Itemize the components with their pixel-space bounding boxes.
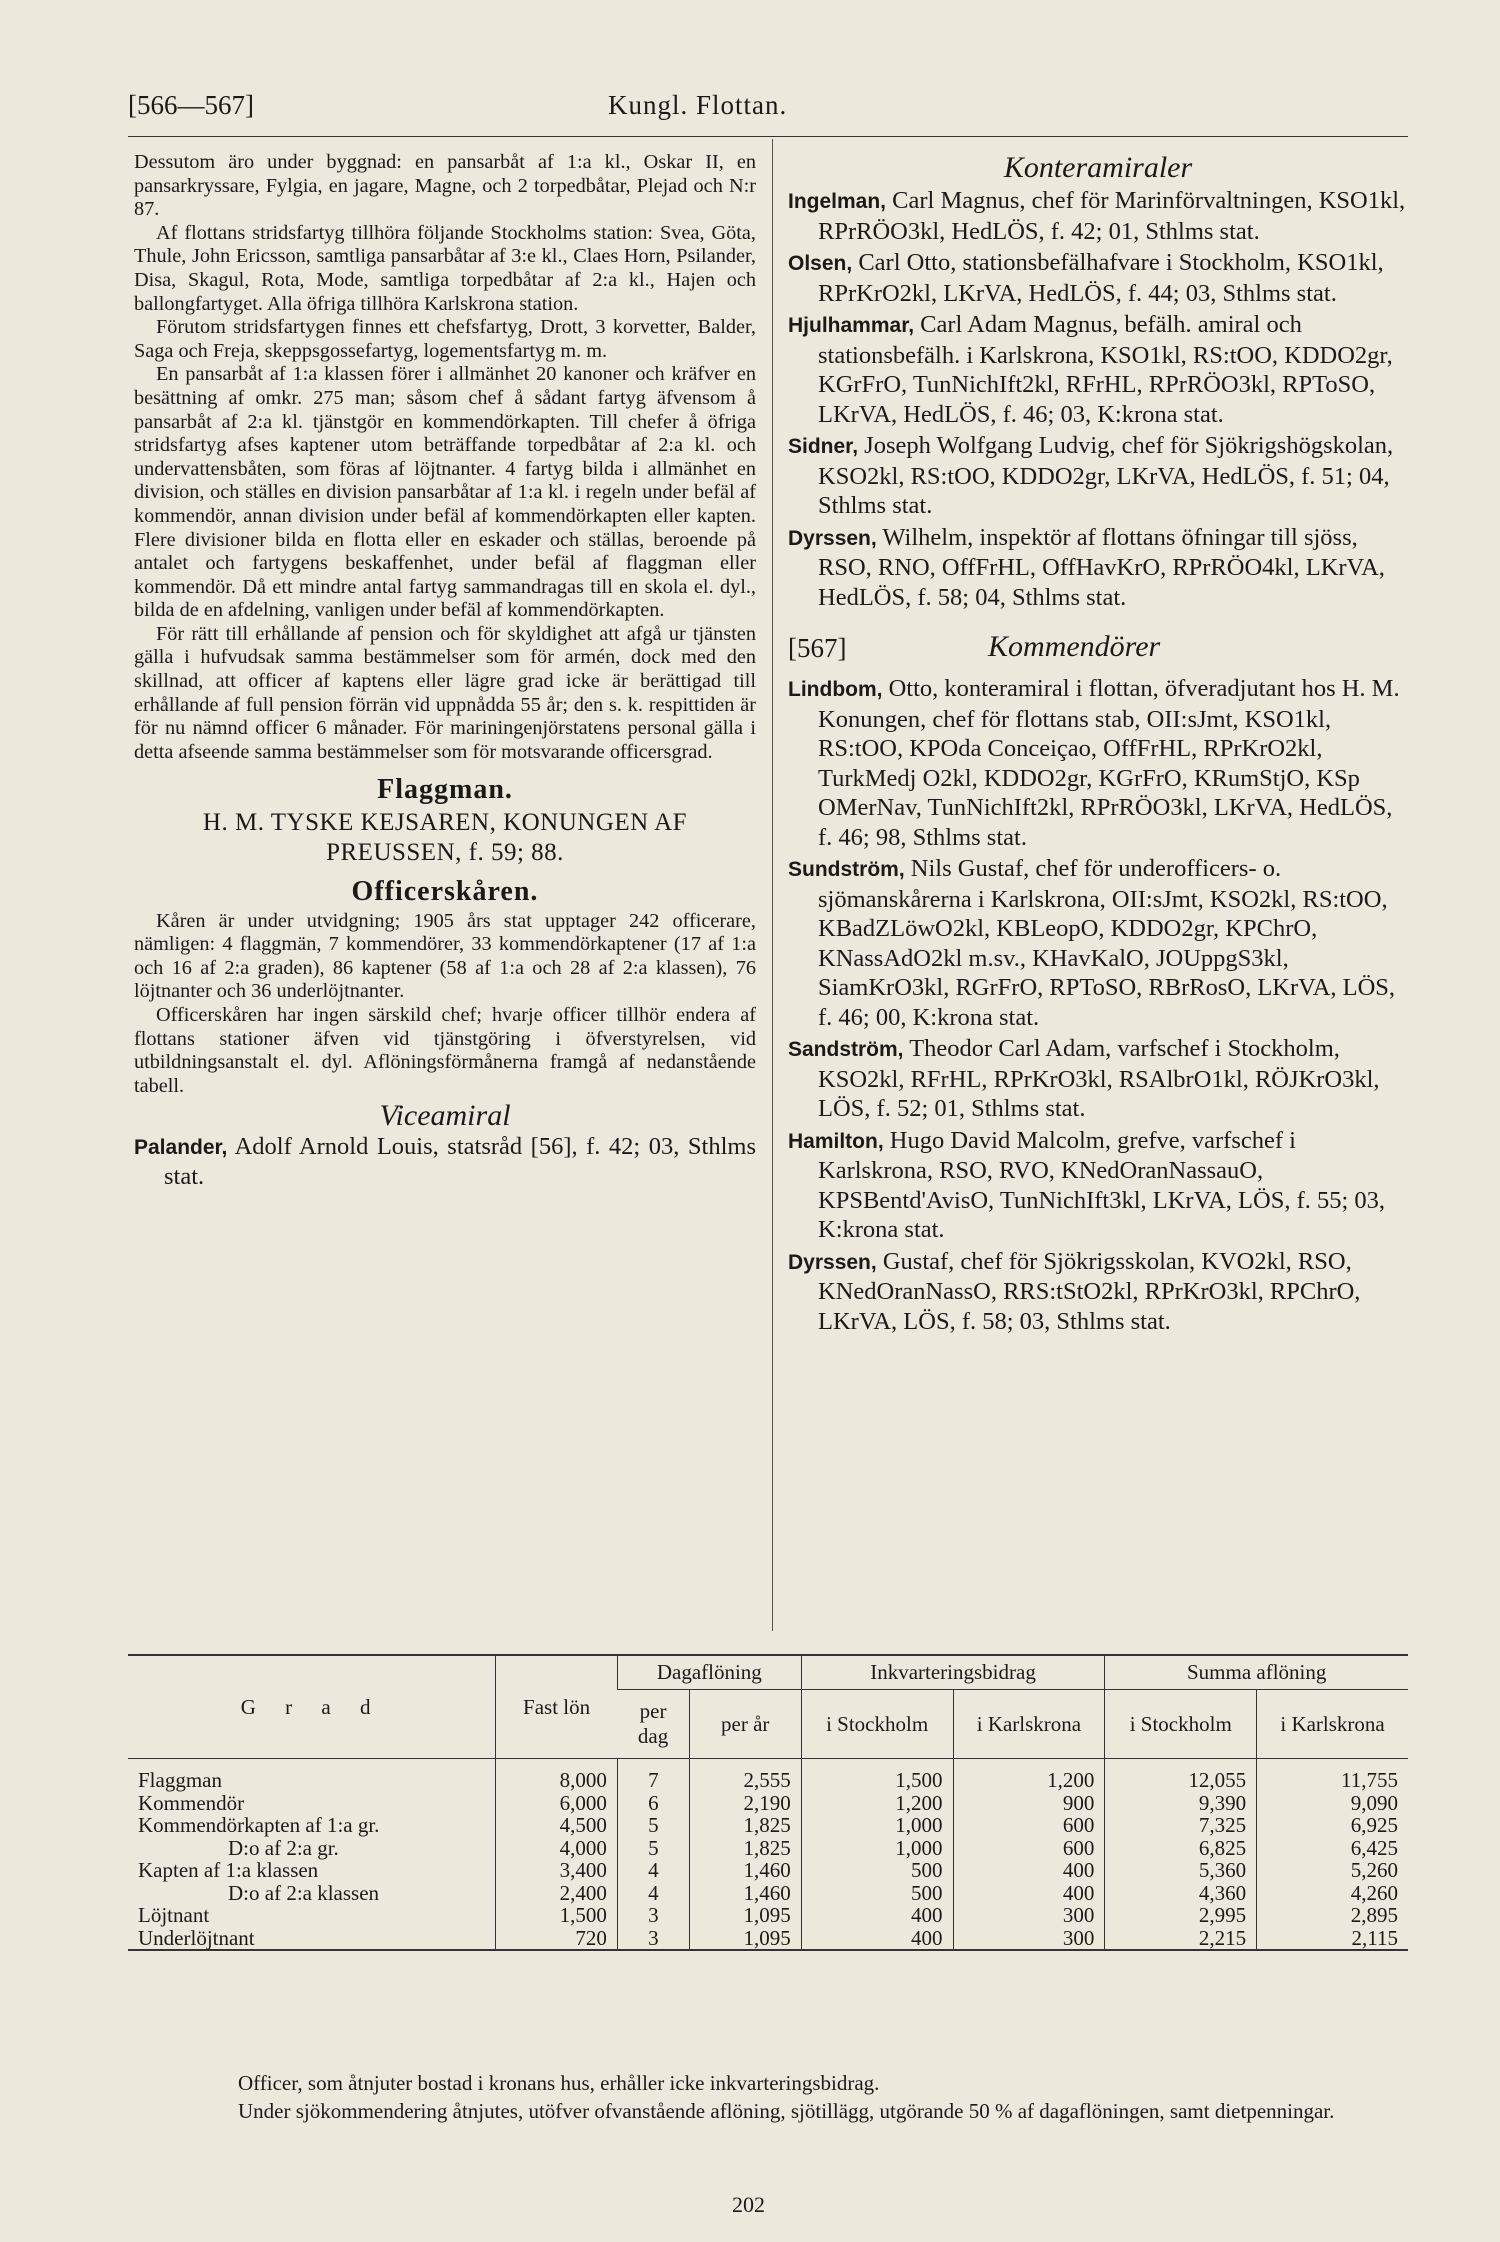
entry-text: Theodor Carl Adam, varfschef i Stockholm, KSO2kl, RFrHL, RPrKrO3kl, RSAlbrO1kl, RÖJKrO3kl, LÖS, f. 52; 01, Sthlms stat. [818, 1035, 1380, 1122]
column-header-fast-lon: Fast lön [496, 1655, 618, 1759]
entry-name: Dyrssen, [788, 1250, 877, 1274]
entry-name: Hamilton, [788, 1129, 884, 1153]
cell-ink-karlskrona: 600 [953, 1837, 1105, 1860]
kommendor-entry [788, 854, 1408, 1032]
cell-per-dag: 5 [617, 1837, 689, 1860]
column-header-inkvartering: Inkvarteringsbidrag [801, 1655, 1105, 1690]
page-reference: [567] [788, 633, 847, 663]
page-number: 202 [732, 2192, 765, 2217]
viceamiral-heading: Viceamiral [379, 1099, 511, 1133]
paragraph-no-chief: Officerskåren har ingen särskild chef; hvarje officer tillhör endera af flottans stationer äfven vid tjänstgöring i öfverstyrelsen, vid utbildningsanstalt el. dyl. Aflöningsförmånerna framgå af nedanstående tabell. [134, 1004, 756, 1097]
kommendorer-heading: Kommendörer [988, 630, 1161, 663]
column-header-ink-karlskrona: i Karlskrona [953, 1690, 1105, 1759]
cell-ink-karlskrona: 600 [953, 1814, 1105, 1837]
cell-fast-lon: 6,000 [496, 1792, 618, 1815]
cell-ink-stockholm: 1,200 [801, 1792, 953, 1815]
kommendor-entry [788, 1034, 1408, 1124]
cell-ink-stockholm: 1,000 [801, 1814, 953, 1837]
cell-per-ar: 1,460 [689, 1859, 801, 1882]
konteramiral-entry [788, 248, 1408, 308]
entry-text: Joseph Wolfgang Ludvig, chef för Sjökrigshögskolan, KSO2kl, RS:tOO, KDDO2gr, LKrVA, HedLÖS, f. 51; 04, Sthlms stat. [818, 432, 1394, 519]
cell-ink-stockholm: 500 [801, 1882, 953, 1905]
cell-sum-stockholm: 6,825 [1105, 1837, 1257, 1860]
entry-text: Carl Otto, stationsbefälhafvare i Stockholm, KSO1kl, RPrKrO2kl, LKrVA, HedLÖS, f. 44; 03, Sthlms stat. [818, 249, 1384, 307]
entry-text: Carl Adam Magnus, befälh. amiral och stationsbefälh. i Karlskrona, KSO1kl, RS:tOO, KDDO2gr, KGrFrO, TunNichIft2kl, RFrHL, RPrRÖO3kl, RPToSO, LKrVA, HedLÖS, f. 46; 03, K:krona stat. [818, 311, 1393, 428]
pay-table-body [128, 1759, 1408, 1951]
cell-per-ar: 1,825 [689, 1814, 801, 1837]
cell-sum-stockholm: 2,215 [1105, 1927, 1257, 1951]
cell-ink-karlskrona: 300 [953, 1927, 1105, 1951]
cell-sum-karlskrona: 6,925 [1257, 1814, 1408, 1837]
kommendor-entry [788, 674, 1408, 852]
cell-per-ar: 1,095 [689, 1927, 801, 1951]
cell-fast-lon: 4,500 [496, 1814, 618, 1837]
column-header-sum-karlskrona: i Karlskrona [1257, 1690, 1408, 1759]
page-reference: [566—567] [128, 90, 254, 120]
cell-grad: Kapten af 1:a klassen [138, 1858, 319, 1882]
cell-per-dag: 7 [617, 1759, 689, 1792]
left-column [134, 151, 756, 1194]
flaggman-entry: H. M. TYSKE KEJSAREN, KONUNGEN AF PREUSSEN, f. 59; 88. [202, 809, 688, 867]
column-header-dagaflonning: Dagaflöning [617, 1655, 801, 1690]
cell-per-ar: 1,095 [689, 1904, 801, 1927]
right-column [788, 151, 1408, 1338]
cell-per-ar: 1,460 [689, 1882, 801, 1905]
column-divider [772, 139, 773, 1631]
entry-text: Gustaf, chef för Sjökrigsskolan, KVO2kl, RSO, KNedOranNassO, RRS:tStO2kl, RPrKrO3kl, RPChrO, LKrVA, LÖS, f. 58; 03, Sthlms stat. [818, 1247, 1361, 1335]
cell-ink-karlskrona: 1,200 [953, 1759, 1105, 1792]
cell-per-dag: 3 [617, 1927, 689, 1951]
cell-per-dag: 3 [617, 1904, 689, 1927]
footnote-sea-allowance: Under sjökommendering åtnjutes, utöfver ofvanstående aflöning, sjötillägg, utgörande 50 % af dagaflöningen, samt dietpenningar. [238, 2099, 1335, 2123]
entry-name: Ingelman, [788, 190, 887, 213]
cell-sum-stockholm: 5,360 [1105, 1859, 1257, 1882]
kommendor-entry [788, 1126, 1408, 1245]
cell-grad: Underlöjtnant [128, 1927, 496, 1951]
paragraph-under-construction: Dessutom äro under byggnad: en pansarbåt af 1:a kl., Oskar II, en pansarkryssare, Fylgia, en jagare, Magne, och 2 torpedbåtar, Plejad och N:r 87. [134, 151, 756, 221]
cell-sum-karlskrona: 2,115 [1257, 1927, 1408, 1951]
column-header-ink-stockholm: i Stockholm [801, 1690, 953, 1759]
entry-name: Palander, [134, 1135, 228, 1159]
cell-ink-stockholm: 1,000 [801, 1837, 953, 1860]
table-row [128, 1837, 1408, 1860]
cell-sum-stockholm: 7,325 [1105, 1814, 1257, 1837]
two-column-body [128, 137, 1408, 1617]
page-header [128, 84, 1408, 137]
kommendor-entry [788, 1247, 1408, 1337]
column-header-per-dag: per dag [617, 1690, 689, 1759]
entry-text: Carl Magnus, chef för Marinförvaltningen, KSO1kl, RPrRÖO3kl, HedLÖS, f. 42; 01, Sthlms stat. [818, 187, 1406, 245]
cell-per-dag: 4 [617, 1859, 689, 1882]
cell-sum-stockholm: 2,995 [1105, 1904, 1257, 1927]
cell-sum-karlskrona: 6,425 [1257, 1837, 1408, 1860]
entry-name: Olsen, [788, 252, 853, 275]
entry-name: Sidner, [788, 435, 859, 458]
cell-grad: Kommendörkapten af 1:a gr. [138, 1813, 380, 1837]
running-title: Kungl. Flottan. [608, 90, 788, 120]
entry-text: Hugo David Malcolm, grefve, varfschef i Karlskrona, RSO, RVO, KNedOranNassauO, KPSBentd'AvisO, TunNichIft3kl, LKrVA, LÖS, f. 55; 03, K:krona stat. [818, 1126, 1386, 1243]
cell-grad: Flaggman [138, 1768, 222, 1792]
pay-table [128, 1654, 1408, 1951]
konteramiraler-heading: Konteramiraler [1003, 151, 1193, 184]
cell-fast-lon: 8,000 [496, 1759, 618, 1792]
footnote-lodging: Officer, som åtnjuter bostad i kronans hus, erhåller icke inkvarteringsbidrag. [238, 2071, 880, 2095]
entry-text: Nils Gustaf, chef för underofficers- o. sjömanskårerna i Karlskrona, OII:sJmt, KSO2kl, RS:tOO, KBadZLöwO2kl, KBLeopO, KDDO2gr, KPChrO, KNassAdO2kl m.sv., KHavKalO, JOUppgS3kl, SiamKrO3kl, RGrFrO, RPToSO, RBrRosO, LKrVA, LÖS, f. 46; 00, K:krona stat. [818, 855, 1396, 1031]
cell-ink-karlskrona: 400 [953, 1859, 1105, 1882]
entry-name: Sandström, [788, 1038, 904, 1061]
cell-fast-lon: 1,500 [496, 1904, 618, 1927]
cell-per-dag: 5 [617, 1814, 689, 1837]
konteramiral-entry [788, 186, 1408, 246]
paragraph-other-ships: Förutom stridsfartygen finnes ett chefsfartyg, Drott, 3 korvetter, Balder, Saga och Freja, skeppsgossefartyg, logementsfartyg m. m. [134, 316, 756, 362]
paragraph-pension: För rätt till erhållande af pension och för skyldighet att afgå ur tjänsten gälla i hufvudsak samma bestämmelser som för armén, dock med den skillnad, att officer af kaptens eller lägre grad icke är berättigad till erhållande af full pension förrän vid uppnådda 55 år; den s. k. respittiden är för nu nämnd officer 6 månader. För mariningenjörstatens personal gälla i detta afseende samma bestämmelser som för motsvarande officersgrad. [134, 622, 756, 763]
cell-ink-stockholm: 400 [801, 1904, 953, 1927]
column-header-summa: Summa aflöning [1105, 1655, 1408, 1690]
cell-fast-lon: 720 [496, 1927, 618, 1951]
table-row [128, 1792, 1408, 1815]
cell-sum-stockholm: 9,390 [1105, 1792, 1257, 1815]
entry-name: Sundström, [788, 858, 905, 881]
column-header-per-ar: per år [689, 1690, 801, 1759]
paragraph-command: En pansarbåt af 1:a klassen förer i allmänhet 20 kanoner och kräfver en besättning af omkr. 275 man; såsom chef å sådant fartyg äfvensom å pansarbåt af 2:a kl. tjänstgör en kommendörkapten. Till chefer å öfriga stridsfartyg afses kaptener utom beträffande torpedbåtar af 2:a kl. och undervattensbåten, som föras af löjtnanter. 4 fartyg bilda i allmänhet en division, och ställes en division pansarbåtar af 1:a kl. i regeln under befäl af kommendör, annan division under befäl af kommendörkapten eller kapten. Flere divisioner bilda en flotta eller en eskader och ställas, beroende på antalet och fartygens beskaffenhet, under befäl af flaggman eller kommendör. Då ett mindre antal fartyg sammandragas till en skola el. dyl., bilda de en afdelning, vanligen under befäl af kommendörkapten. [134, 363, 756, 622]
cell-sum-stockholm: 12,055 [1105, 1759, 1257, 1792]
entry-text: Adolf Arnold Louis, statsråd [56], f. 42; 03, Sthlms stat. [164, 1132, 756, 1191]
cell-sum-karlskrona: 4,260 [1257, 1882, 1408, 1905]
cell-fast-lon: 2,400 [496, 1882, 618, 1905]
cell-sum-stockholm: 4,360 [1105, 1882, 1257, 1905]
cell-per-dag: 6 [617, 1792, 689, 1815]
cell-sum-karlskrona: 11,755 [1257, 1759, 1408, 1792]
cell-sum-karlskrona: 5,260 [1257, 1859, 1408, 1882]
table-row [128, 1904, 1408, 1927]
cell-ink-stockholm: 1,500 [801, 1759, 953, 1792]
kommendorer-heading-row [788, 628, 1408, 674]
cell-fast-lon: 4,000 [496, 1837, 618, 1860]
paragraph-officer-corps: Kåren är under utvidgning; 1905 års stat upptager 242 officerare, nämligen: 4 flaggmän, 7 kommendörer, 33 kommendörkaptener (17 af 1:a och 16 af 2:a graden), 86 kaptener (58 af 1:a och 28 af 2:a klassen), 76 löjtnanter och 36 underlöjtnanter. [134, 909, 756, 1003]
flaggman-heading: Flaggman. [377, 774, 513, 806]
cell-per-dag: 4 [617, 1882, 689, 1905]
konteramiral-entry [788, 523, 1408, 613]
cell-ink-karlskrona: 900 [953, 1792, 1105, 1815]
entry-name: Lindbom, [788, 678, 883, 701]
column-header-sum-stockholm: i Stockholm [1105, 1690, 1257, 1759]
cell-per-ar: 2,190 [689, 1792, 801, 1815]
entry-name: Hjulhammar, [788, 314, 915, 337]
table-row [128, 1814, 1408, 1837]
officerskaren-heading: Officerskåren. [351, 876, 539, 908]
cell-per-ar: 1,825 [689, 1837, 801, 1860]
cell-sum-karlskrona: 9,090 [1257, 1792, 1408, 1815]
table-row [128, 1859, 1408, 1882]
cell-per-ar: 2,555 [689, 1759, 801, 1792]
cell-fast-lon: 3,400 [496, 1859, 618, 1882]
cell-grad: D:o af 2:a gr. [228, 1835, 339, 1860]
entry-text: Wilhelm, inspektör af flottans öfningar till sjöss, RSO, RNO, OffFrHL, OffHavKrO, RPrRÖO4kl, LKrVA, HedLÖS, f. 58; 04, Sthlms stat. [818, 523, 1385, 611]
konteramiral-entry [788, 310, 1408, 429]
table-row [128, 1882, 1408, 1905]
cell-ink-stockholm: 500 [801, 1859, 953, 1882]
entry-name: Dyrssen, [788, 526, 877, 550]
entry-text: Otto, konteramiral i flottan, öfveradjutant hos H. M. Konungen, chef för flottans stab, OII:sJmt, KSO1kl, RS:tOO, KPOda Conceiçao, OffFrHL, RPrKrO2kl, TurkMedj O2kl, KDDO2gr, KGrFrO, KRumStjO, KSp OMerNav, TunNichIft2kl, RPrRÖO3kl, LKrVA, HedLÖS, f. 46; 98, Sthlms stat. [818, 675, 1400, 851]
cell-ink-stockholm: 400 [801, 1927, 953, 1951]
cell-ink-karlskrona: 300 [953, 1904, 1105, 1927]
paragraph-stations: Af flottans stridsfartyg tillhöra följande Stockholms station: Svea, Göta, Thule, John Ericsson, samtliga pansarbåtar af 3:e kl., Claes Horn, Psilander, Disa, Skagul, Rota, Mode, samtliga torpedbåtar af 2:a kl., Hajen och ballongfartyget. Alla öfriga tillhöra Karlskrona station. [134, 221, 756, 315]
table-row [128, 1927, 1408, 1951]
cell-grad: Löjtnant [138, 1903, 210, 1927]
page [128, 84, 1408, 2217]
cell-sum-karlskrona: 2,895 [1257, 1904, 1408, 1927]
viceamiral-entry [134, 1132, 756, 1192]
cell-grad: Kommendör [138, 1790, 245, 1815]
cell-ink-karlskrona: 400 [953, 1882, 1105, 1905]
konteramiral-entry [788, 431, 1408, 521]
table-row [128, 1759, 1408, 1792]
column-header-grad: G r a d [128, 1655, 496, 1759]
cell-grad: D:o af 2:a klassen [228, 1880, 380, 1905]
